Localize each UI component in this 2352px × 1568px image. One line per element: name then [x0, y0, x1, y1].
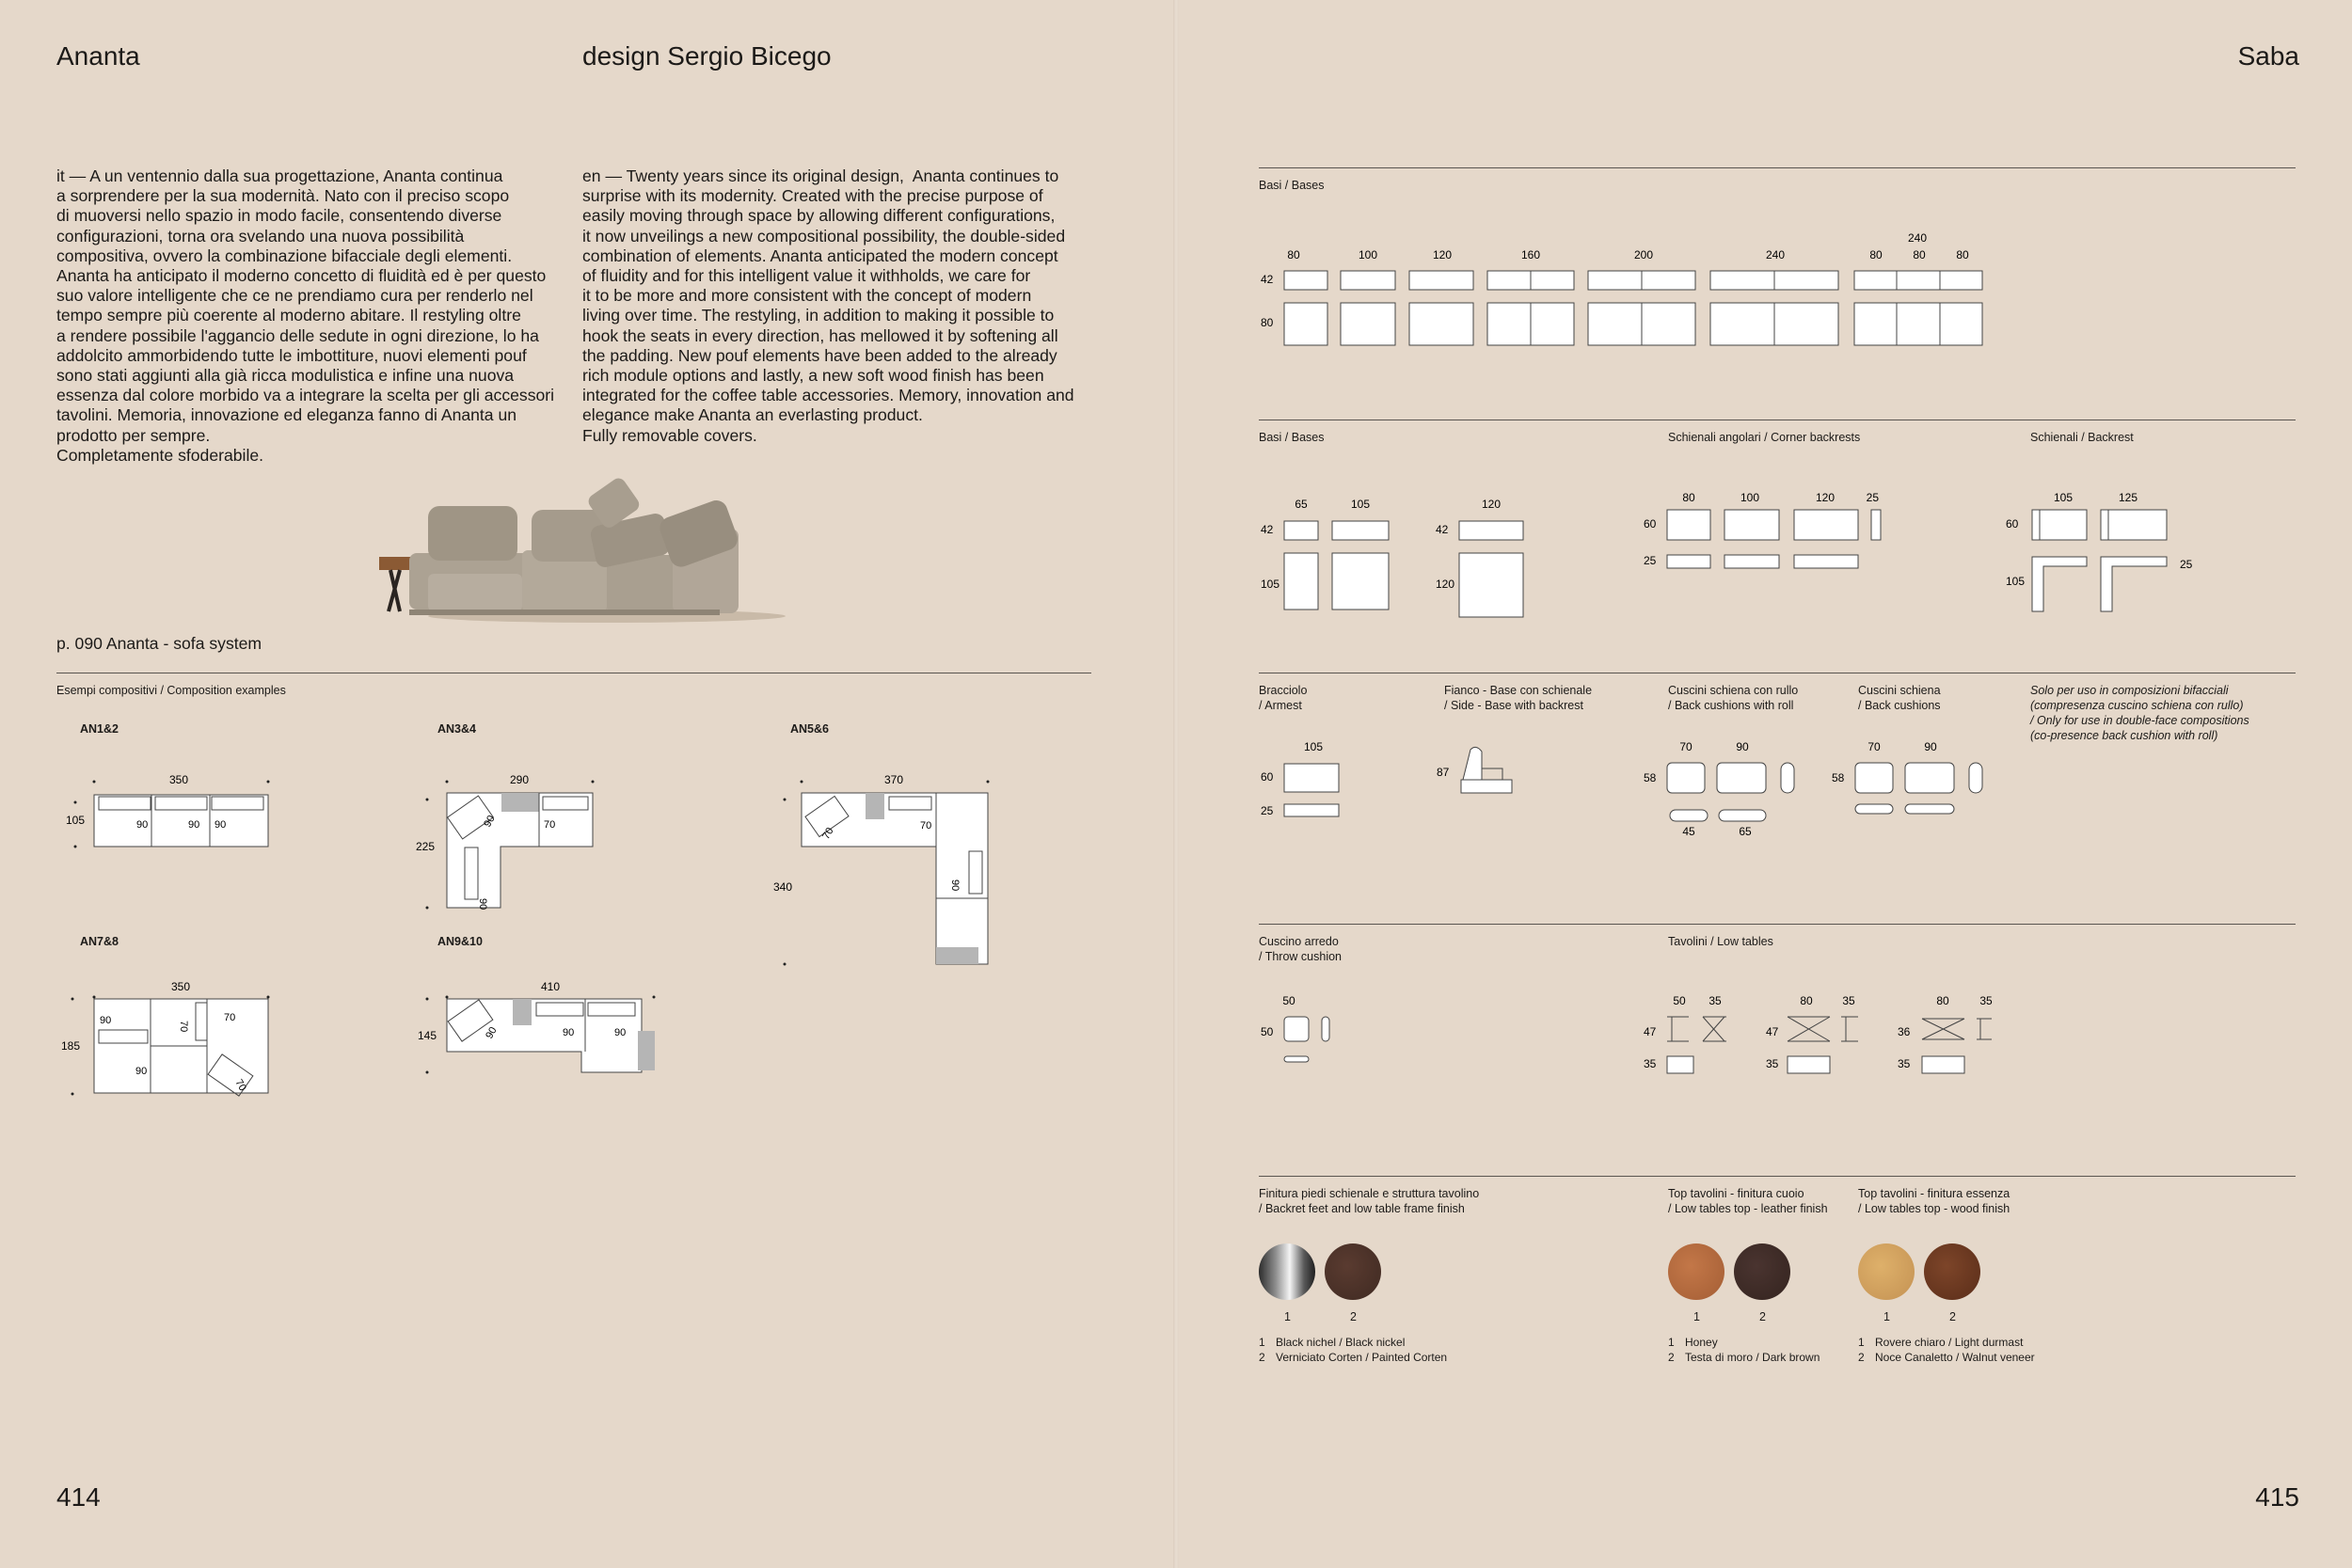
- table-2: [1766, 994, 1858, 1073]
- seat-label: 70: [224, 1012, 236, 1023]
- dim-depth: 145: [418, 1029, 437, 1042]
- bases-label-2: Basi / Bases: [1259, 431, 1325, 444]
- double-face-note: Solo per uso in composizioni bifacciali (compresenza cuscino schiena con rullo) / Only for use in double-face compositions (co-presence back cushion with roll): [2030, 684, 2249, 742]
- dim: 80: [1869, 248, 1883, 261]
- armest-diagram: [1259, 738, 1381, 823]
- description-it: it — A un ventennio dalla sua progettazione, Ananta continua a sorprendere per la sua modernità. Nato con il preciso scopo di muoversi nello spazio in modo facile, consentendo diverse configurazioni, torna ora svelando una nuova possibilità compositiva, ovvero la combinazione bifacciale degli elementi. Ananta ha anticipato il moderno concetto di fluidità ed è per questo suo valore intelligente che ce ne prendiamo cura per renderlo nel tempo sempre più coerente al moderno abitare. Il restyling oltre a rendere possibile l'aggancio delle sedute in ogni direzione, lo ha addolcito ammorbidendo tutte le imbottiture, nuovi elementi pouf sono stati aggiunti alla già ricca modulistica e infine una nuova essenza dal colore morbido va a integrare la scelta per gli accessori tavolini. Memoria, innovazione ed eleganza fanno di Ananta un prodotto per sempre. Completamente sfoderabile.: [56, 166, 555, 465]
- dim: 80: [1913, 248, 1926, 261]
- product-title: Ananta: [56, 41, 140, 71]
- cushions-label: Cuscini schiena / Back cushions: [1858, 684, 1941, 712]
- dim-width: 290: [510, 773, 530, 786]
- finish-leather-legend: 1 Honey 2 Testa di moro / Dark brown: [1668, 1336, 1820, 1364]
- seat-label: 90: [135, 1066, 148, 1077]
- page-gutter: [1173, 0, 1179, 1568]
- dim: 80: [1936, 994, 1949, 1007]
- finish-feet-legend: 1 Black nichel / Black nickel 2 Verniciato Corten / Painted Corten: [1259, 1336, 1448, 1364]
- throw-cushion-label: Cuscino arredo / Throw cushion: [1259, 935, 1343, 963]
- dim: 35: [1979, 994, 1993, 1007]
- seat-label: 90: [482, 813, 498, 830]
- swatch-number: 1: [1883, 1310, 1890, 1323]
- seat-label: 70: [544, 819, 556, 831]
- example-title: AN3&4: [437, 722, 476, 736]
- swatch-walnut: [1924, 1243, 1980, 1300]
- finish-wood-legend: 1 Rovere chiaro / Light durmast 2 Noce Canaletto / Walnut veneer: [1858, 1336, 2035, 1364]
- swatch-dark-brown: [1734, 1243, 1790, 1300]
- backrest-diagram: [2004, 489, 2192, 616]
- dim: 58: [1832, 771, 1845, 784]
- backrest-label: Schienali / Backrest: [2030, 431, 2134, 444]
- dim: 105: [2053, 491, 2074, 504]
- dim: 47: [1644, 1025, 1657, 1038]
- cushions-roll-diagram: [1642, 738, 1806, 842]
- dim: 240: [1907, 231, 1928, 245]
- dim: 120: [1815, 491, 1836, 504]
- cushions-diagram: [1830, 738, 1994, 823]
- dim: 42: [1261, 523, 1274, 536]
- dim: 240: [1765, 248, 1786, 261]
- corner-label: Schienali angolari / Corner backrests: [1668, 431, 1861, 444]
- seat-label: 90: [100, 1015, 112, 1026]
- corner-backrests-diagram: [1642, 489, 1877, 574]
- seat-label: 70: [920, 820, 932, 832]
- seat-label: 90: [136, 819, 149, 831]
- table-3: [1898, 994, 1993, 1073]
- dim: 87: [1437, 766, 1450, 779]
- dim: 36: [1898, 1025, 1911, 1038]
- dim: 90: [1924, 740, 1937, 753]
- example-title: AN1&2: [80, 722, 119, 736]
- dim: 80: [1682, 491, 1695, 504]
- table-1: [1644, 994, 1726, 1073]
- seat-label: 70: [232, 1077, 248, 1094]
- seat-label: 70: [820, 825, 836, 842]
- swatch-black-nickel: [1259, 1243, 1315, 1300]
- dim: 100: [1358, 248, 1378, 261]
- swatch-number: 2: [1350, 1310, 1357, 1323]
- side-label: Fianco - Base con schienale / Side - Base with backrest: [1444, 684, 1593, 712]
- cushions-roll-label: Cuscini schiena con rullo / Back cushions with roll: [1668, 684, 1799, 712]
- designer: design Sergio Bicego: [582, 41, 832, 71]
- swatch-number: 2: [1759, 1310, 1766, 1323]
- side-diagram: [1435, 738, 1519, 814]
- dim: 70: [1679, 740, 1692, 753]
- dim: 60: [1261, 770, 1274, 784]
- description-en: en — Twenty years since its original design, Ananta continues to surprise with its modernity. Created with the precise purpose of easily moving through space by allowing different configurations, it now unveilings a new compositional possibility, the double-sided combination of elements. Ananta anticipated the modern concept of fluidity and for this intelligent value it withholds, we care for it to be more and more consistent with the concept of modern living over time. The restyling, in addition to making it possible to hook the seats in every direction, has mellowed it by softening all the padding. New pouf elements have been added to the already rich module options and lastly, a new soft wood finish has been integrated for the coffee table accessories. Memory, innovation and elegance make Ananta an everlasting product. Fully removable covers.: [582, 166, 1074, 445]
- dim-width: 350: [171, 980, 191, 993]
- dim: 105: [1303, 740, 1324, 753]
- swatch-number: 1: [1284, 1310, 1291, 1323]
- dim: 100: [1740, 491, 1760, 504]
- throw-cushion-diagram: [1259, 992, 1334, 1068]
- seat-label: 90: [215, 819, 227, 831]
- bases-label: Basi / Bases: [1259, 179, 1325, 192]
- example-diagram-an9-10: [414, 978, 668, 1082]
- example-diagram-an7-8: [56, 978, 301, 1105]
- finish-wood-label: Top tavolini - finitura essenza / Low tables top - wood finish: [1858, 1187, 2010, 1215]
- low-tables-label: Tavolini / Low tables: [1668, 935, 1773, 948]
- collection-title: Saba: [2237, 41, 2299, 71]
- example-diagram-an1-2: [56, 767, 301, 861]
- dim: 58: [1644, 771, 1657, 784]
- seat-label: 90: [477, 898, 488, 911]
- dim: 25: [2180, 558, 2193, 571]
- dim: 47: [1766, 1025, 1779, 1038]
- dim: 25: [1261, 804, 1274, 817]
- dim-width: 410: [541, 980, 561, 993]
- example-title: AN7&8: [80, 935, 119, 948]
- dim-depth: 105: [66, 814, 86, 827]
- dim: 60: [1644, 517, 1657, 531]
- swatch-number: 1: [1693, 1310, 1700, 1323]
- seat-label: 90: [484, 1024, 500, 1041]
- dim-depth: 340: [773, 880, 793, 894]
- dim: 42: [1261, 273, 1274, 286]
- dim: 25: [1866, 491, 1879, 504]
- dim: 35: [1644, 1057, 1657, 1070]
- page-number-left: 414: [56, 1482, 101, 1512]
- dim: 35: [1766, 1057, 1779, 1070]
- dim: 35: [1842, 994, 1855, 1007]
- swatch-honey: [1668, 1243, 1724, 1300]
- dim: 80: [1261, 316, 1274, 329]
- bases-diagram-2: [1259, 489, 1541, 621]
- dim-width: 350: [169, 773, 189, 786]
- seat-label: 90: [563, 1027, 575, 1038]
- seat-label: 70: [178, 1021, 189, 1033]
- dim: 200: [1633, 248, 1654, 261]
- dim: 80: [1956, 248, 1969, 261]
- dim: 160: [1520, 248, 1541, 261]
- dim: 80: [1287, 248, 1300, 261]
- dim: 50: [1282, 994, 1295, 1007]
- dim: 65: [1739, 825, 1752, 838]
- seat-label: 90: [949, 879, 961, 892]
- examples-label: Esempi compositivi / Composition examples: [56, 684, 286, 697]
- low-tables-diagram: [1642, 992, 2018, 1086]
- example-diagram-an5-6: [771, 767, 1007, 969]
- seat-label: 90: [614, 1027, 627, 1038]
- example-title: AN9&10: [437, 935, 483, 948]
- swatch-number: 2: [1949, 1310, 1956, 1323]
- dim: 90: [1736, 740, 1749, 753]
- bases-diagram-1: [1259, 226, 2294, 353]
- divider: [1259, 167, 2296, 168]
- dim: 35: [1898, 1057, 1911, 1070]
- divider: [1259, 924, 2296, 925]
- dim-width: 370: [884, 773, 904, 786]
- dim: 50: [1673, 994, 1686, 1007]
- dim-depth: 185: [61, 1039, 81, 1053]
- dim: 60: [2006, 517, 2019, 531]
- finish-leather-label: Top tavolini - finitura cuoio / Low tables top - leather finish: [1668, 1187, 1828, 1215]
- example-title: AN5&6: [790, 722, 829, 736]
- divider: [1259, 1176, 2296, 1177]
- dim: 65: [1295, 498, 1308, 511]
- dim: 35: [1708, 994, 1722, 1007]
- page-number-right: 415: [2255, 1482, 2299, 1512]
- dim: 25: [1644, 554, 1657, 567]
- dim: 105: [2006, 575, 2026, 588]
- dim: 120: [1436, 578, 1455, 591]
- dim: 105: [1350, 498, 1371, 511]
- dim: 50: [1261, 1025, 1274, 1038]
- swatch-corten: [1325, 1243, 1381, 1300]
- finish-feet-label: Finitura piedi schienale e struttura tavolino / Backret feet and low table frame finish: [1259, 1187, 1480, 1215]
- dim: 120: [1481, 498, 1502, 511]
- dim: 45: [1682, 825, 1695, 838]
- armest-label: Bracciolo / Armest: [1259, 684, 1308, 712]
- example-diagram-an3-4: [414, 767, 621, 917]
- dim: 70: [1867, 740, 1881, 753]
- swatch-light-durmast: [1858, 1243, 1915, 1300]
- dim: 125: [2118, 491, 2138, 504]
- dim: 80: [1800, 994, 1813, 1007]
- page-reference: p. 090 Ananta - sofa system: [56, 634, 262, 653]
- dim: 120: [1432, 248, 1453, 261]
- dim: 105: [1261, 578, 1280, 591]
- dim: 42: [1436, 523, 1449, 536]
- sofa-photo: [372, 470, 776, 626]
- seat-label: 90: [188, 819, 200, 831]
- dim-depth: 225: [416, 840, 436, 853]
